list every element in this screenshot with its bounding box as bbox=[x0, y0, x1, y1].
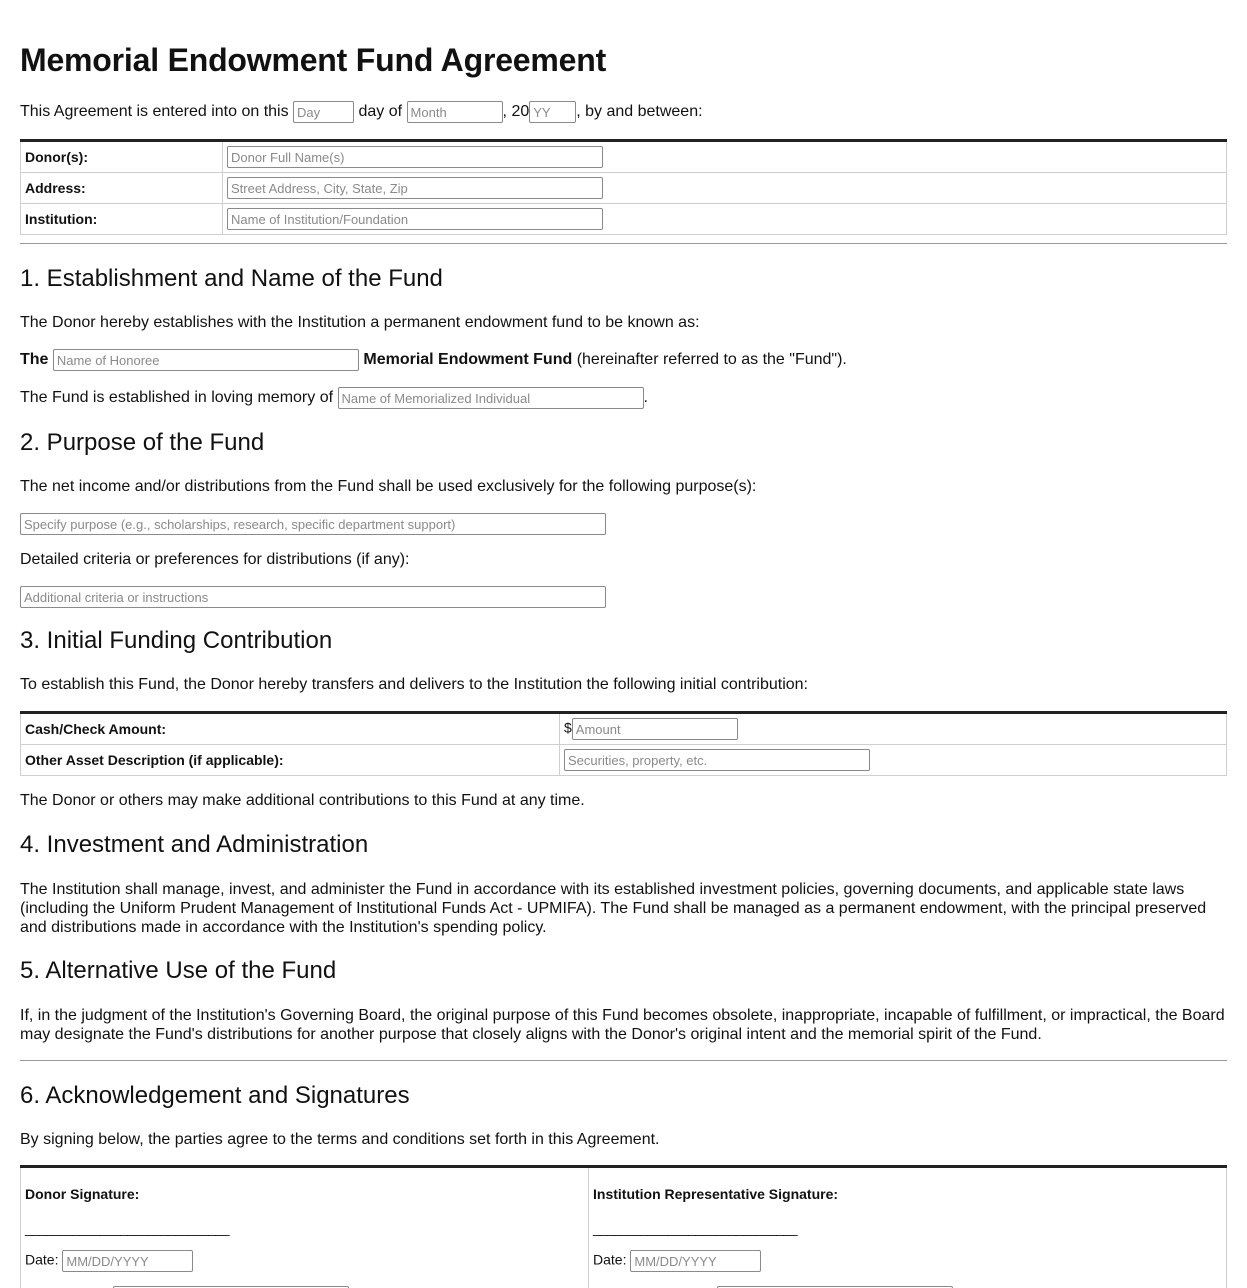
intro-prefix: This Agreement is entered into on this bbox=[20, 103, 289, 121]
table-row bbox=[21, 745, 1227, 776]
the-label: The bbox=[20, 351, 49, 369]
section-5-heading: 5. Alternative Use of the Fund bbox=[20, 957, 337, 984]
section-4-heading: 4. Investment and Administration bbox=[20, 831, 369, 858]
donor-signature-label: Donor Signature: bbox=[25, 1186, 140, 1202]
honoree-input[interactable] bbox=[53, 349, 359, 371]
section-2-heading: 2. Purpose of the Fund bbox=[20, 429, 265, 456]
donor-signature-cell bbox=[21, 1167, 589, 1288]
section-3-text: To establish this Fund, the Donor hereby transfers and delivers to the Institution the following initial contribution: bbox=[20, 676, 808, 693]
section-2-text: The net income and/or distributions from the Fund shall be used exclusively for the following purpose(s): bbox=[20, 478, 757, 495]
purpose-input[interactable] bbox=[20, 513, 606, 535]
address-input[interactable] bbox=[227, 177, 603, 199]
fund-name-rest: (hereinafter referred to as the "Fund"). bbox=[576, 351, 847, 369]
amount-input[interactable] bbox=[572, 718, 738, 740]
currency-symbol: $ bbox=[564, 719, 572, 736]
section-5-text: If, in the judgment of the Institution's Governing Board, the original purpose of this Fund becomes obsolete, inappropriate, incapable of fulfillment, or impractical, the Board may designate the Fund's distributions for another purpose that closely aligns with the Donor's original intent and the memorial spirit of the Fund. bbox=[20, 1007, 1225, 1043]
table-row bbox=[21, 1167, 1227, 1288]
criteria-input[interactable] bbox=[20, 586, 606, 608]
donor-name-input[interactable] bbox=[227, 146, 603, 168]
institution-signature-line[interactable]: ______________________________ bbox=[593, 1220, 797, 1236]
section-6-heading: 6. Acknowledgement and Signatures bbox=[20, 1082, 410, 1109]
intro-day-of: day of bbox=[358, 103, 403, 121]
donor-date-row bbox=[25, 1250, 193, 1272]
donor-date-label: Date: bbox=[25, 1251, 59, 1268]
address-label: Address: bbox=[21, 173, 223, 204]
other-asset-input[interactable] bbox=[564, 749, 870, 771]
day-input[interactable] bbox=[293, 101, 354, 123]
institution-signature-block bbox=[589, 1168, 1226, 1288]
institution-signature-cell bbox=[589, 1167, 1227, 1288]
institution-signature-label: Institution Representative Signature: bbox=[593, 1186, 839, 1202]
donor-cell bbox=[223, 141, 1227, 173]
signature-table bbox=[20, 1165, 1227, 1288]
section-2-criteria-text: Detailed criteria or preferences for distributions (if any): bbox=[20, 551, 410, 568]
institution-input[interactable] bbox=[227, 208, 603, 230]
divider bbox=[20, 1060, 1227, 1061]
page-title: Memorial Endowment Fund Agreement bbox=[20, 42, 607, 78]
fund-name-bold: Memorial Endowment Fund bbox=[363, 351, 573, 369]
intro-year-prefix: , 20 bbox=[502, 103, 530, 121]
table-row bbox=[21, 173, 1227, 204]
institution-label: Institution: bbox=[21, 204, 223, 235]
institution-date-label: Date: bbox=[593, 1251, 627, 1268]
section-1-text: The Donor hereby establishes with the Institution a permanent endowment fund to be known as: bbox=[20, 314, 700, 331]
divider bbox=[20, 243, 1227, 244]
institution-date-row bbox=[593, 1250, 761, 1272]
institution-date-input[interactable] bbox=[630, 1250, 761, 1272]
donor-label: Donor(s): bbox=[21, 141, 223, 173]
memory-prefix: The Fund is established in loving memory of bbox=[20, 389, 334, 407]
memory-line bbox=[20, 387, 648, 409]
section-4-text: The Institution shall manage, invest, and administer the Fund in accordance with its established investment policies, governing documents, and applicable state laws (including the Uniform Prudent Management of Institutional Funds Act - UPMIFA). The Fund shall be managed as a permanent endowment, with the principal preserved and distributions made in accordance with the Institution's spending policy. bbox=[20, 881, 1207, 936]
fund-name-line bbox=[20, 349, 847, 371]
intro-line bbox=[20, 101, 703, 123]
other-asset-label: Other Asset Description (if applicable): bbox=[21, 745, 560, 776]
cash-label: Cash/Check Amount: bbox=[21, 713, 560, 745]
institution-cell bbox=[223, 204, 1227, 235]
donor-date-input[interactable] bbox=[62, 1250, 193, 1272]
contribution-table bbox=[20, 711, 1227, 776]
table-row bbox=[21, 141, 1227, 173]
section-6-text: By signing below, the parties agree to the terms and conditions set forth in this Agreement. bbox=[20, 1131, 660, 1148]
intro-suffix: , by and between: bbox=[576, 103, 703, 121]
section-1-heading: 1. Establishment and Name of the Fund bbox=[20, 265, 443, 292]
year-input[interactable] bbox=[529, 101, 576, 123]
section-3-heading: 3. Initial Funding Contribution bbox=[20, 627, 333, 654]
parties-table bbox=[20, 139, 1227, 235]
address-cell bbox=[223, 173, 1227, 204]
donor-signature-block bbox=[21, 1168, 588, 1288]
section-3-additional-text: The Donor or others may make additional contributions to this Fund at any time. bbox=[20, 792, 585, 809]
cash-cell bbox=[560, 713, 1227, 745]
memory-suffix: . bbox=[643, 389, 648, 407]
other-asset-cell bbox=[560, 745, 1227, 776]
memorialized-input[interactable] bbox=[338, 387, 644, 409]
table-row bbox=[21, 204, 1227, 235]
table-row bbox=[21, 713, 1227, 745]
month-input[interactable] bbox=[407, 101, 503, 123]
donor-signature-line[interactable]: ______________________________ bbox=[25, 1220, 229, 1236]
